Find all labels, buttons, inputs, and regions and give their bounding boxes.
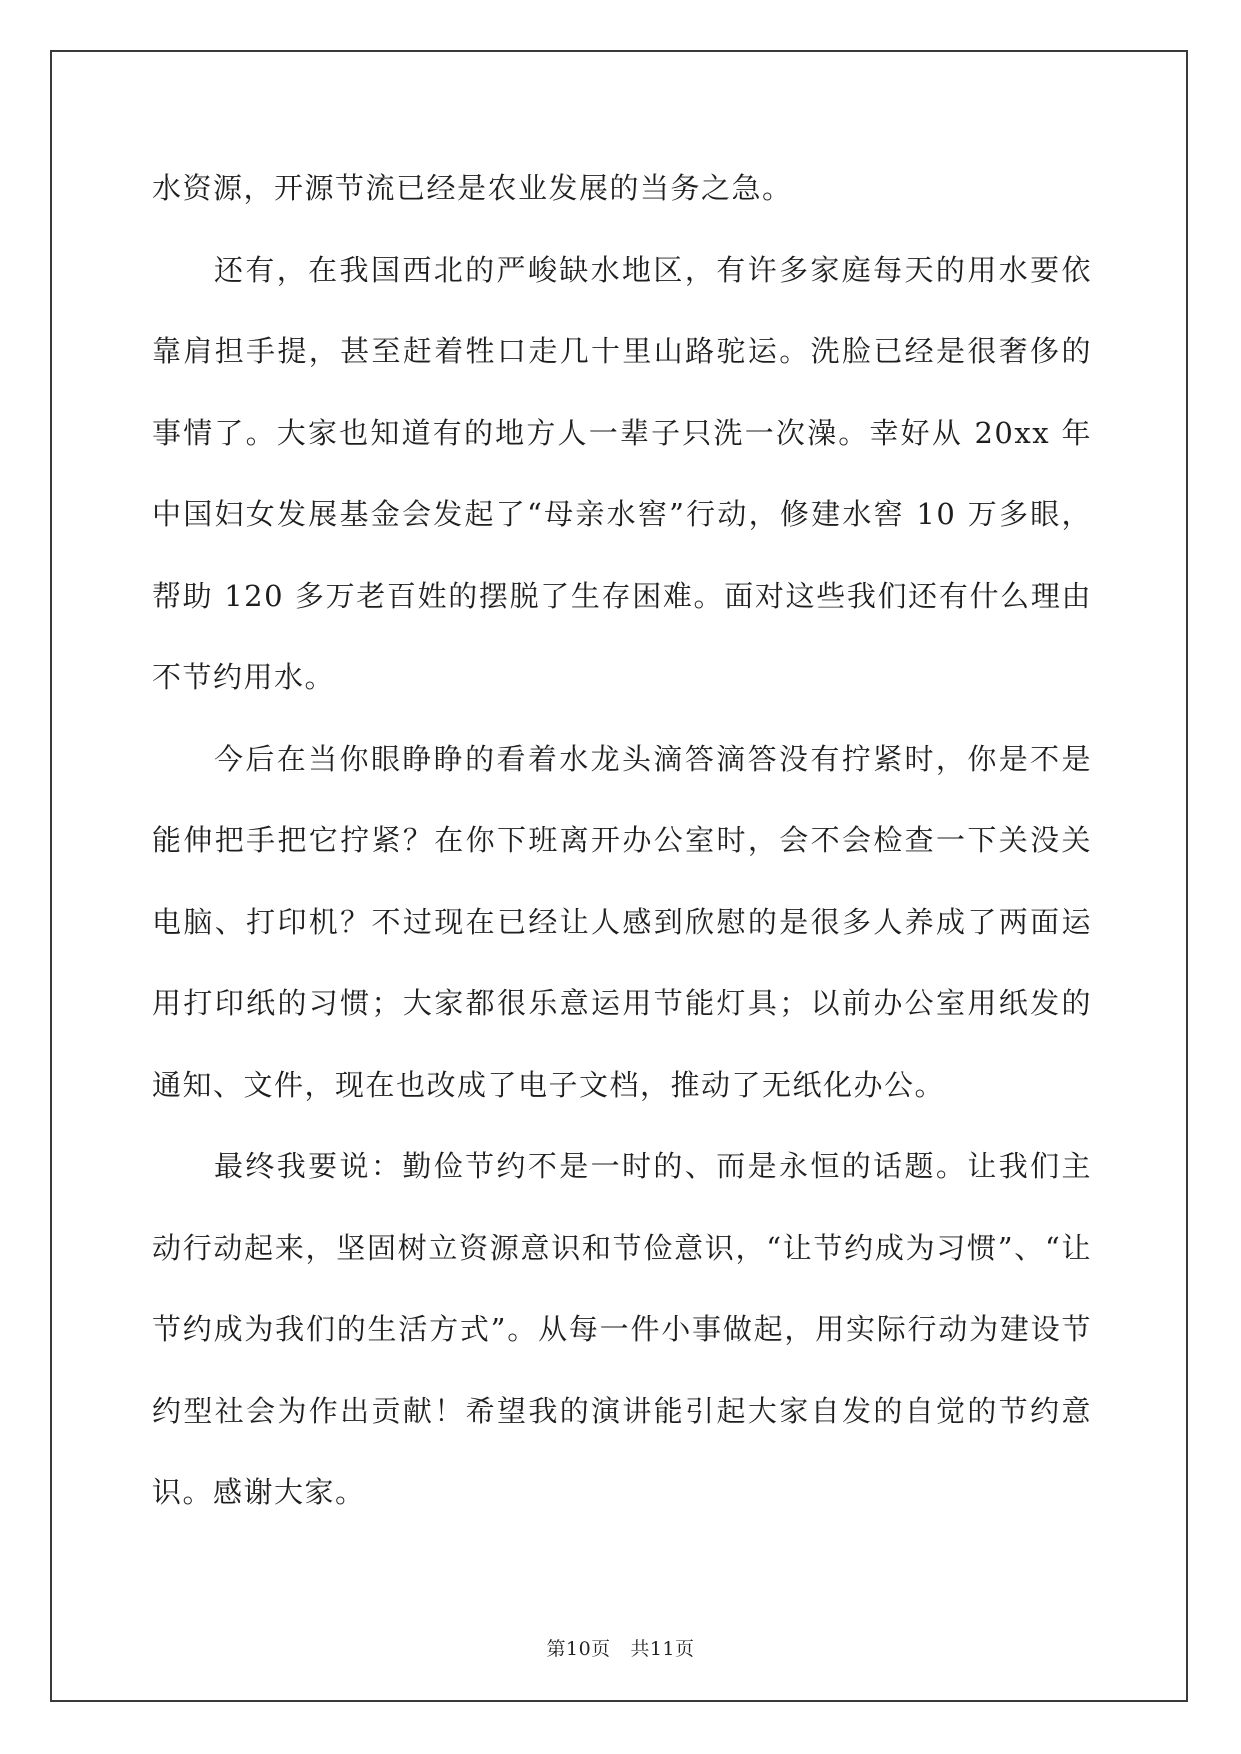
document-body xyxy=(152,148,1092,1534)
page-number: 第10页 xyxy=(546,1638,611,1660)
paragraph-1: 水资源，开源节流已经是农业发展的当务之急。 xyxy=(152,171,793,205)
page-footer xyxy=(0,1634,1241,1661)
paragraph-2: 还有，在我国西北的严峻缺水地区，有许多家庭每天的用水要依靠肩担手提，甚至赶着牲口走几十里山路驼运。洗脸已经是很奢侈的事情了。大家也知道有的地方人一辈子只洗一次澡。幸好从 20xx 年中国妇女发展基金会发起了“母亲水窖”行动，修建水窖 10 万多眼，帮助 120 多万老百姓的摆脱了生存困难。面对这些我们还有什么理由不节约用水。 xyxy=(152,252,1092,694)
page-total: 共11页 xyxy=(630,1638,695,1660)
paragraph-3: 今后在当你眼睁睁的看着水龙头滴答滴答没有拧紧时，你是不是能伸把手把它拧紧？在你下班离开办公室时，会不会检查一下关没关电脑、打印机？不过现在已经让人感到欣慰的是很多人养成了两面运用打印纸的习惯；大家都很乐意运用节能灯具；以前办公室用纸发的通知、文件，现在也改成了电子文档，推动了无纸化办公。 xyxy=(152,741,1092,1102)
paragraph-4: 最终我要说：勤俭节约不是一时的、而是永恒的话题。让我们主动行动起来，坚固树立资源意识和节俭意识，“让节约成为习惯”、“让节约成为我们的生活方式”。从每一件小事做起，用实际行动为建设节约型社会为作出贡献！希望我的演讲能引起大家自发的自觉的节约意识。感谢大家。 xyxy=(152,1149,1092,1509)
footer-separator xyxy=(611,1638,631,1660)
